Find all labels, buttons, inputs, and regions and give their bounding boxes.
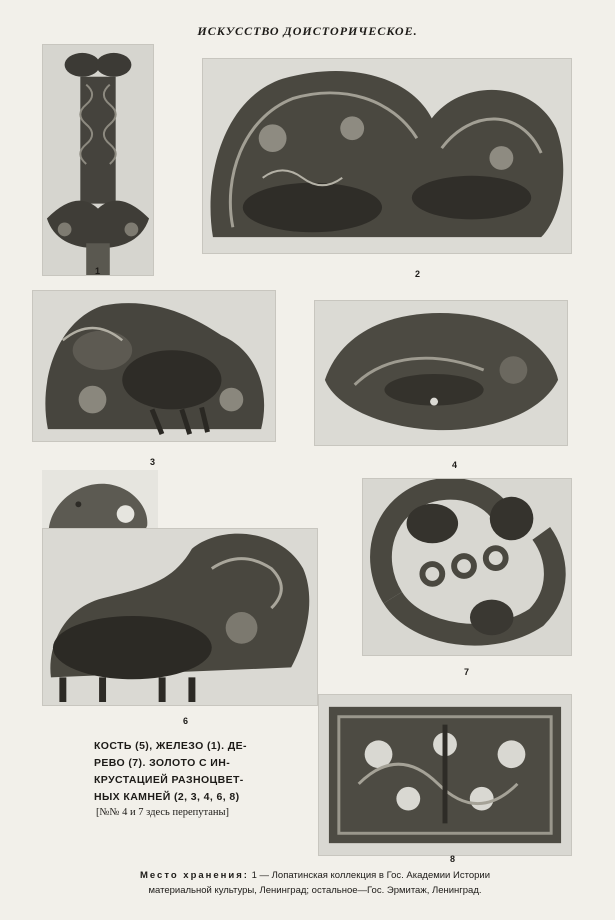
plate-2-image xyxy=(202,58,572,254)
plaque-combat-figure xyxy=(33,291,275,441)
plate-4-image xyxy=(314,300,568,446)
plate-7-image xyxy=(362,478,572,656)
plate-3-image xyxy=(32,290,276,442)
caption-line: КОСТЬ (5), ЖЕЛЕЗО (1). ДЕ- xyxy=(94,740,247,752)
plate-1-number: 1 xyxy=(95,266,101,276)
dagger-figure xyxy=(43,45,153,275)
footer-line-2: материальной культуры, Ленинград; остальное—Гос. Эрмитаж, Ленинград. xyxy=(148,885,482,896)
plate-7-number: 7 xyxy=(464,667,470,677)
footer-lead: Место хранения: xyxy=(139,870,249,881)
openwork-buckle-figure xyxy=(319,695,571,855)
plate-2-number: 2 xyxy=(415,269,421,279)
caption-line: КРУСТАЦИЕЙ РАЗНОЦВЕТ- xyxy=(94,774,244,786)
caption-line: РЕВО (7). ЗОЛОТО С ИН- xyxy=(94,757,231,769)
page-title: ИСКУССТВО ДОИСТОРИЧЕСКОЕ. xyxy=(197,24,418,38)
materials-caption xyxy=(94,738,270,806)
plate-4-number: 4 xyxy=(452,460,458,470)
plate-8-number: 8 xyxy=(450,854,456,864)
plate-1-image xyxy=(42,44,154,276)
plaque-animals-figure xyxy=(203,59,571,253)
footer-line-1: 1 — Лопатинская коллекция в Гос. Академии Истории xyxy=(251,870,491,881)
ring-plaque-figure xyxy=(363,479,571,655)
plaque-semioval-figure xyxy=(315,301,567,445)
plate-8-image xyxy=(318,694,572,856)
plate-6-image xyxy=(42,528,318,706)
plate-3-number: 3 xyxy=(150,457,156,467)
caption-note: [№№ 4 и 7 здесь перепутаны] xyxy=(96,807,230,818)
caption-line: НЫХ КАМНЕЙ (2, 3, 4, 6, 8) xyxy=(94,791,240,803)
plate-6-number: 6 xyxy=(183,716,189,726)
storage-footer xyxy=(60,868,570,898)
plaque-scene-figure xyxy=(43,529,317,705)
